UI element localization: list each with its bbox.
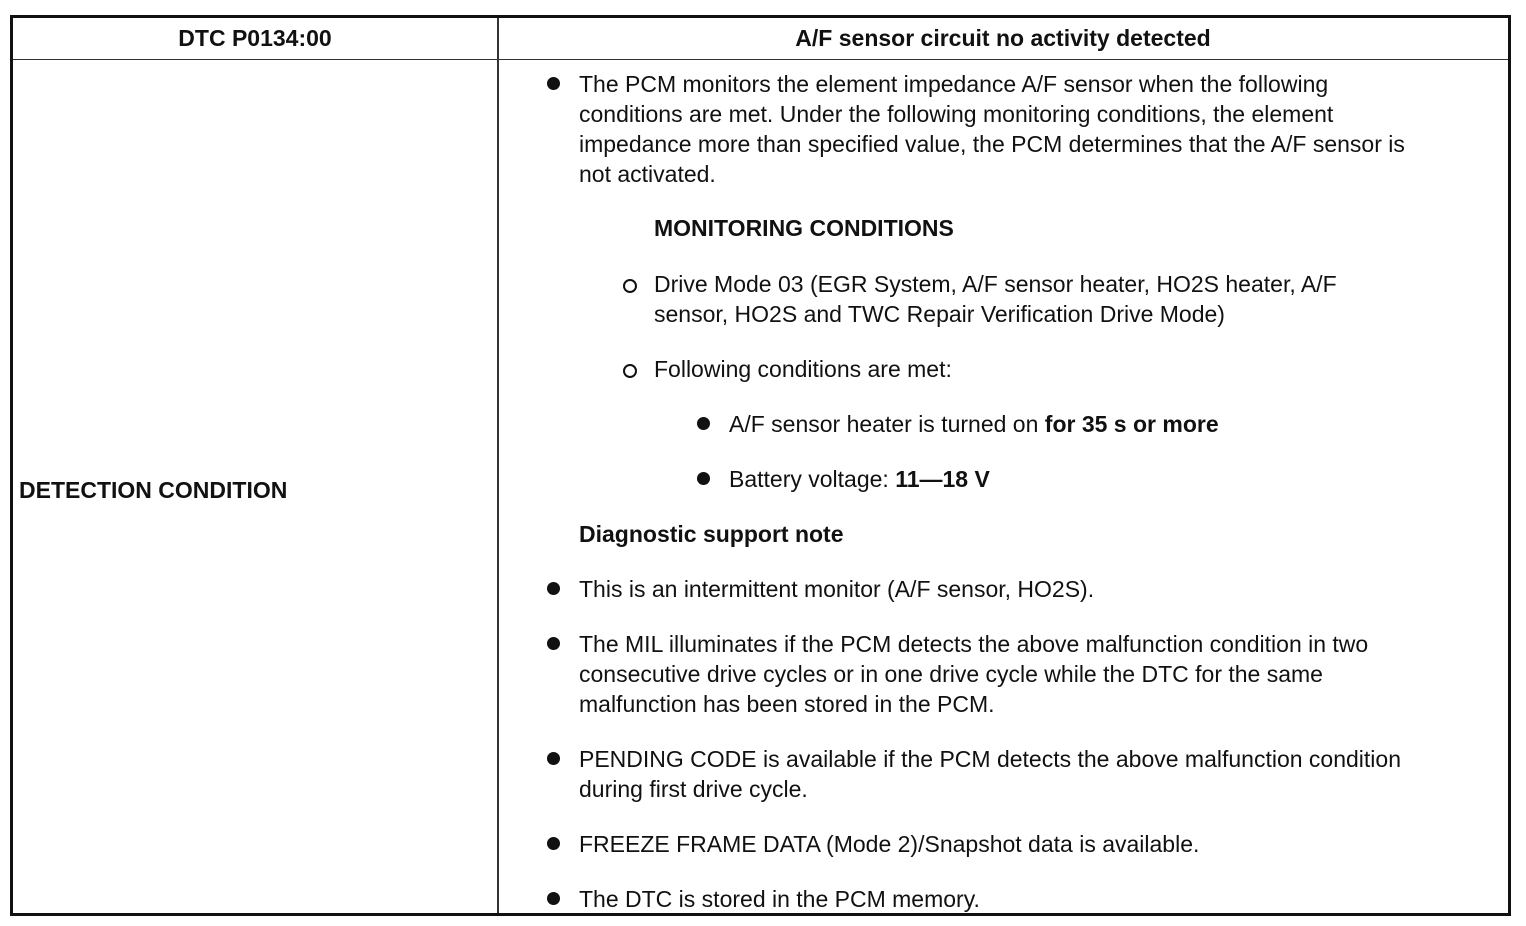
intermittent-monitor-item: This is an intermittent monitor (A/F sensor, HO2S). [579, 576, 1095, 602]
following-conditions-item: Following conditions are met: [654, 356, 952, 382]
text-line: The PCM monitors the element impedance A/F sensor when the following [579, 71, 1329, 97]
mil-item [579, 629, 1368, 719]
battery-condition-item [729, 464, 990, 494]
freeze-frame-item: FREEZE FRAME DATA (Mode 2)/Snapshot data is available. [579, 831, 1200, 857]
dtc-stored-item: The DTC is stored in the PCM memory. [579, 886, 980, 912]
bullet-icon [697, 417, 710, 430]
heater-condition-value: for 35 s or more [1044, 411, 1219, 437]
heater-condition-item [729, 409, 1219, 439]
battery-condition-value: 11—18 V [895, 466, 990, 492]
text-line: sensor, HO2S and TWC Repair Verification Drive Mode) [654, 301, 1225, 327]
bullet-icon [547, 637, 560, 650]
pending-code-item [579, 744, 1401, 804]
drive-mode-item [654, 269, 1337, 329]
battery-condition-text: Battery voltage: [729, 466, 896, 492]
table-header-row [13, 18, 1508, 60]
heater-condition-text: A/F sensor heater is turned on [729, 411, 1045, 437]
text-line: not activated. [579, 161, 716, 187]
bullet-icon [547, 582, 560, 595]
bullet-icon [547, 892, 560, 905]
intro-paragraph [579, 69, 1405, 189]
text-line: conditions are met. Under the following monitoring conditions, the element [579, 101, 1334, 127]
bullet-icon [547, 77, 560, 90]
text-line: during first drive cycle. [579, 776, 808, 802]
monitoring-conditions-heading: MONITORING CONDITIONS [654, 215, 954, 241]
text-line: Drive Mode 03 (EGR System, A/F sensor heater, HO2S heater, A/F [654, 271, 1337, 297]
text-line: The MIL illuminates if the PCM detects the above malfunction condition in two [579, 631, 1369, 657]
dtc-code-header: DTC P0134:00 [178, 25, 332, 51]
text-line: consecutive drive cycles or in one drive cycle while the DTC for the same [579, 661, 1323, 687]
text-line: malfunction has been stored in the PCM. [579, 691, 995, 717]
ring-bullet-icon [623, 364, 637, 378]
bullet-icon [697, 472, 710, 485]
text-line: PENDING CODE is available if the PCM detects the above malfunction condition [579, 746, 1401, 772]
bullet-icon [547, 752, 560, 765]
bullet-icon [547, 837, 560, 850]
dtc-table [10, 15, 1511, 916]
detection-condition-label: DETECTION CONDITION [19, 477, 288, 503]
dtc-title-header: A/F sensor circuit no activity detected [795, 25, 1211, 51]
text-line: impedance more than specified value, the PCM determines that the A/F sensor is [579, 131, 1405, 157]
diagnostic-support-note-heading: Diagnostic support note [579, 521, 844, 547]
detection-condition-content [498, 60, 1508, 913]
ring-bullet-icon [623, 279, 637, 293]
